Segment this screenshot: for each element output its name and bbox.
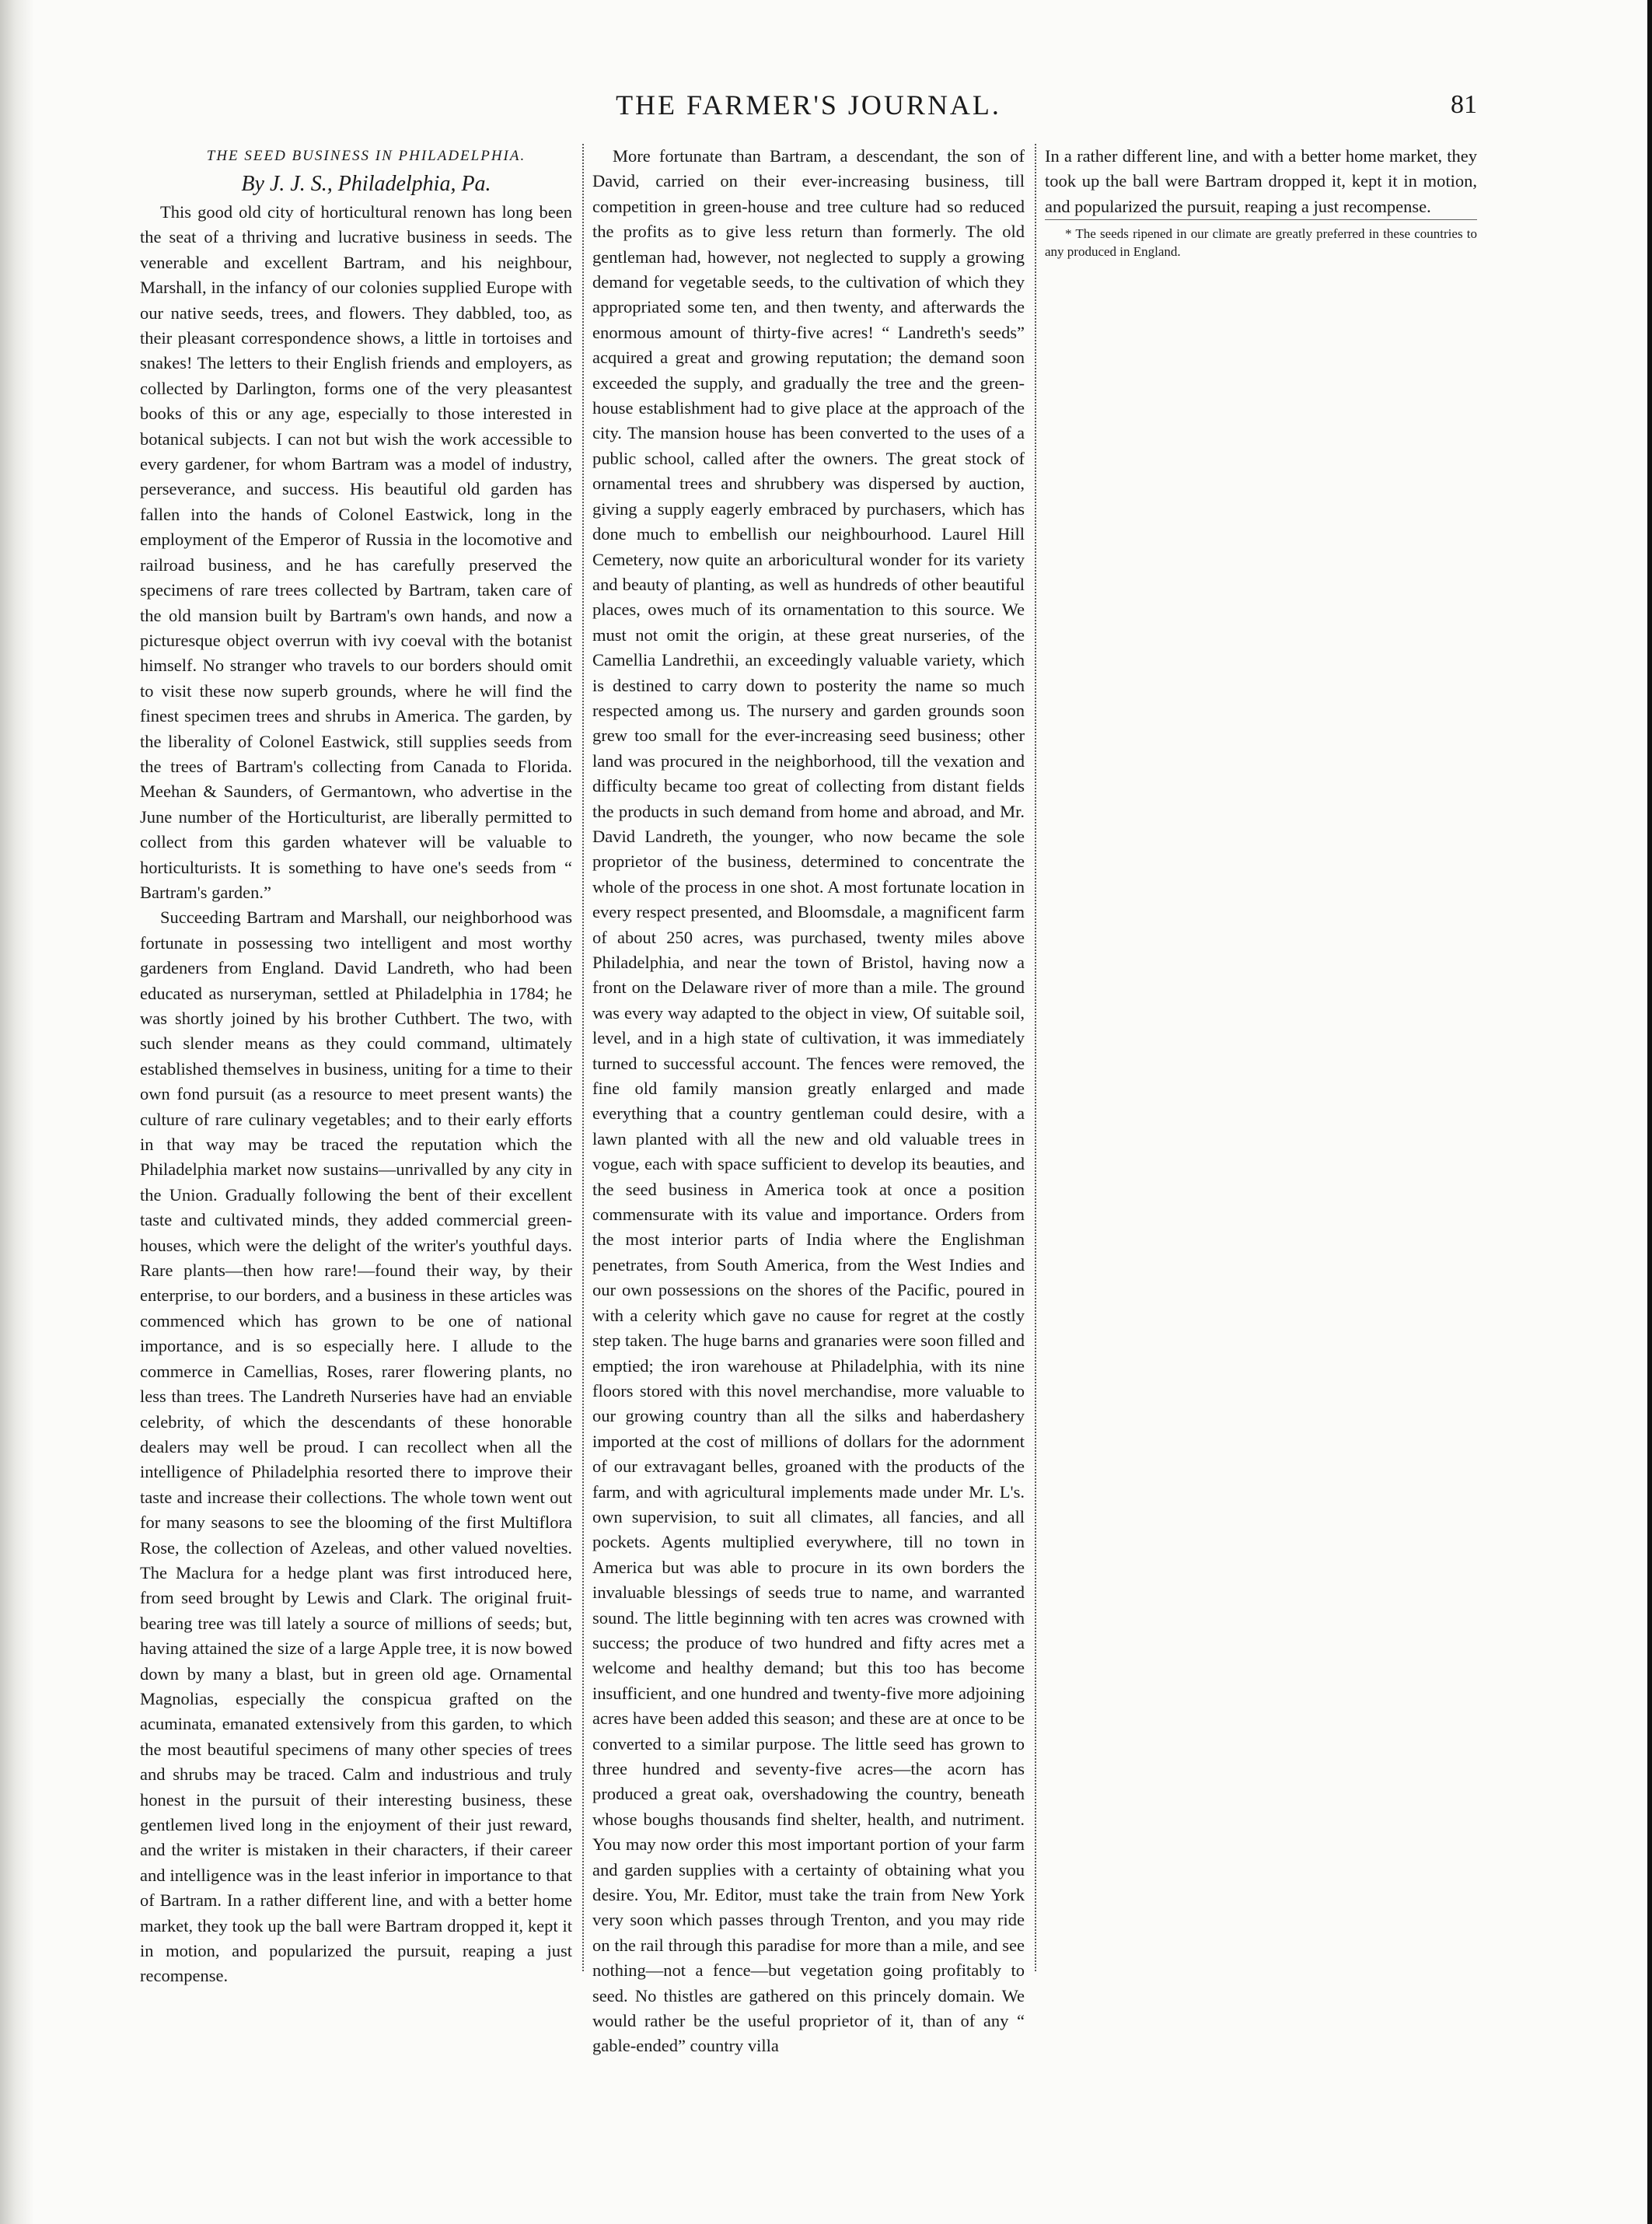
article-paragraph-continued: In a rather different line, and with a better home market, they took up the ball were Bartram dropped it, kept it in motion, and popularized the pursuit, reaping a just recompense.: [1045, 146, 1477, 216]
page-edge-border: [1647, 0, 1652, 2224]
column-3: [1045, 144, 1477, 1971]
article-paragraph: This good old city of horticultural renown has long been the seat of a thriving and lucrative business in seeds. The venerable and excellent Bartram, and his neighbour, Marshall, in the infancy of our colonies supplied Europe with our native seeds, trees, and flowers. They dabbled, too, as their pleasant correspondence shows, a little in tortoises and snakes! The letters to their English friends and employers, as collected by Darlington, forms one of the very pleasantest books of this or any age, especially to those interested in botanical subjects. I can not but wish the work accessible to every gardener, for whom Bartram was a model of industry, perseverance, and success. His beautiful old garden has fallen into the hands of Colonel Eastwick, long in the employment of the Emperor of Russia in the locomotive and railroad business, and he has carefully preserved the specimens of rare trees collected by Bartram, taken care of the old mansion built by Bartram's own hands, and now a picturesque object overrun with ivy coeval with the botanist himself. No stranger who travels to our borders should omit to visit these now superb grounds, where he will find the finest specimen trees and shrubs in America. The garden, by the liberality of Colonel Eastwick, still supplies seeds from the trees of Bartram's collecting from Canada to Florida. Meehan & Saunders, of Germantown, who advertise in the June number of the Horticulturist, are liberally permitted to collect from this garden whatever will be valuable to horticulturists. It is something to have one's seeds from “ Bartram's garden.”: [140, 202, 572, 902]
column-rule: [1035, 144, 1036, 1971]
article-title: THE SEED BUSINESS IN PHILADELPHIA.: [206, 148, 526, 164]
page-edge-stain: [0, 0, 34, 2224]
article-paragraph: Succeeding Bartram and Marshall, our neighborhood was fortunate in possessing two intelligent and most worthy gardeners from England. David Landreth, who had been educated as nurseryman, settled at Philadelphia in 1784; he was shortly joined by his brother Cuthbert. The two, with such slender means as they could command, ultimately established themselves in business, uniting for a time to their own fond pursuit (as a resource to meet present wants) the culture of rare culinary vegetables; and to their early efforts in that way may be traced the reputation which the Philadelphia market now sustains—unrivalled by any city in the Union. Gradually following the bent of their excellent taste and cultivated minds, they added commercial green-houses, which were the delight of the writer's youthful days. Rare plants—then how rare!—found their way, by their enterprise, to our borders, and a business in these articles was commenced which has grown to be one of national importance, and is so especially here. I allude to the commerce in Camellias, Roses, rarer flowering plants, no less than trees. The Landreth Nurseries have had an enviable celebrity, of which the descendants of these honorable dealers may well be proud. I can recollect when all the intelligence of Philadelphia resorted there to improve their taste and increase their collections. The whole town went out for many seasons to see the blooming of the first Multiflora Rose, the collection of Azeleas, and other valued novelties. The Maclura for a hedge plant was first introduced here, from seed brought by Lewis and Clark. The original fruit-bearing tree was till lately a source of millions of seeds; but, having attained the size of a large Apple tree, it is now bowed down by many a blast, but in green old age. Ornamental Magnolias, especially the conspicua grafted on the acuminata, emanated extensively from this garden, to which the most beautiful specimens of many other species of trees and shrubs may be traced. Calm and industrious and truly honest in the pursuit of their interesting business, these gentlemen lived long in the enjoyment of their just reward, and the writer is mistaken in their characters, if their career and intelligence was in the least inferior in importance to that of Bartram. In a rather different line, and with a better home market, they took up the ball were Bartram dropped it, kept it in motion, and popularized the pursuit, reaping a just recompense.: [140, 907, 572, 1986]
running-title: THE FARMER'S JOURNAL.: [616, 89, 1001, 121]
page-header: [140, 86, 1477, 132]
article-columns: [140, 144, 1477, 2056]
article-byline: By J. J. S., Philadelphia, Pa.: [241, 172, 491, 196]
article-paragraph: More fortunate than Bartram, a descendant, the son of David, carried on their ever-increasing business, till competition in green-house and tree culture had so reduced the profits as to give less return than formerly. The old gentleman had, however, not neglected to supply a growing demand for vegetable seeds, to the cultivation of which they appropriated some ten, and then twenty, and afterwards the enormous amount of thirty-five acres! “ Landreth's seeds” acquired a great and growing reputation; the demand soon exceeded the supply, and gradually the tree and the green-house establishment had to give place at the approach of the city. The mansion house has been converted to the uses of a public school, called after the owners. The great stock of ornamental trees and shrubbery was dispersed by auction, giving a supply eagerly embraced by purchasers, which has done much to embellish our neighbourhood. Laurel Hill Cemetery, now quite an arboricultural wonder for its variety and beauty of planting, as well as hundreds of other beautiful places, owes much of its ornamentation to this source. We must not omit the origin, at these great nurseries, of the Camellia Landrethii, an exceedingly valuable variety, which is destined to carry down to posterity the name so much respected among us. The nursery and garden grounds soon grew too small for the ever-increasing seed business; other land was procured in the neighborhood, till the vexation and difficulty became too great of collecting from distant fields the products in such demand from home and abroad, and Mr. David Landreth, the younger, who now became the sole proprietor of the business, determined to concentrate the whole of the process in one shot. A most fortunate location in every respect presented, and Bloomsdale, a magnificent farm of about 250 acres, was purchased, twenty miles above Philadelphia, and near the town of Bristol, having now a front on the Delaware river of more than a mile. The ground was every way adapted to the object in view, Of suitable soil, level, and in a high state of cultivation, it was immediately turned to successful account. The fences were removed, the fine old family mansion greatly enlarged and made everything that a country gentleman could desire, with a lawn planted with all the new and old valuable trees in vogue, each with space sufficient to develop its beauties, and the seed business in America took at once a position commensurate with its value and importance. Orders from the most interior parts of India where the Englishman penetrates, from South America, from the West Indies and our own possessions on the shores of the Pacific, poured in with a celerity which gave no cause for regret at the costly step taken. The huge barns and granaries were soon filled and emptied; the iron warehouse at Philadelphia, with its nine floors stored with this novel merchandise, more valuable to our growing country than all the silks and haberdashery imported at the cost of millions of dollars for the adornment of our extravagant belles, groaned with the products of the farm, and with agricultural implements made under Mr. L's. own supervision, to suit all climates, all fancies, and all pockets. Agents multiplied everywhere, till no town in America but was able to procure in its own borders the invaluable blessings of seeds true to name, and warranted sound. The little beginning with ten acres was crowned with success; the produce of two hundred and fifty acres met a welcome and healthy demand; but this too has become insufficient, and one hundred and twenty-five more adjoining acres have been added this season; and these are at once to be converted to a similar purpose. The little seed has grown to three hundred and seventy-five acres—the acorn has produced a great oak, overshadowing the country, beneath whose boughs thousands find shelter, health, and nutriment. You may now order this most important portion of your farm and garden supplies with a certainty of obtaining what you desire. You, Mr. Editor, must take the train from New York very soon which passes through Trenton, and you may ride on the rail through this paradise for more than a mile, and see nothing—not a fence—but vegetation going profitably to seed. No thistles are gathered on this princely domain. We would rather be the useful proprietor of it, than of any “ gable-ended” country villa: [592, 146, 1025, 2056]
footnote: * The seeds ripened in our climate are greatly preferred in these countries to any produced in England.: [1045, 219, 1477, 261]
page-number: 81: [1451, 90, 1477, 119]
column-rule: [582, 144, 584, 1971]
column-2: [592, 144, 1025, 2056]
column-1: [140, 144, 572, 1986]
